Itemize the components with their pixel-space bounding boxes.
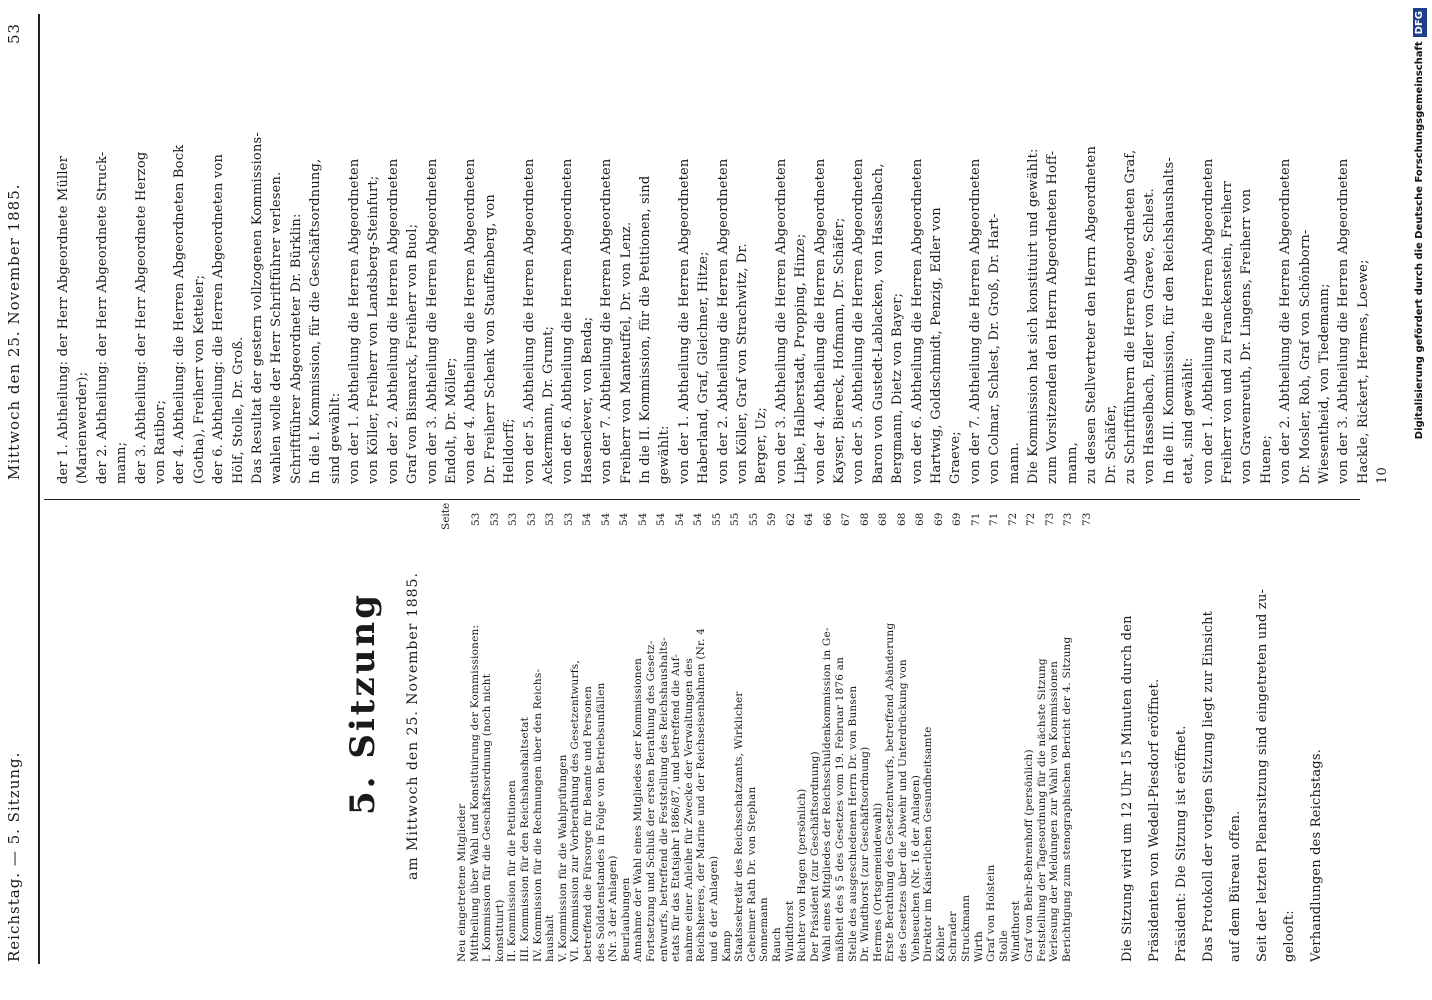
toc-line: mäßheit des § 5 des Gesetzes vom 19. Februar 1876 an: [834, 656, 846, 962]
toc-page-ref: 69: [951, 512, 963, 526]
right-column-line: von der 3. Abtheilung die Herren Abgeordneten: [424, 158, 440, 484]
right-column-line: Endolt, Dr. Möller;: [444, 357, 459, 484]
right-column-line: Hasenclever, von Benda;: [579, 316, 595, 484]
toc-line: nahme einer Anleihe für Zwecke der Verwaltungen des: [682, 657, 695, 962]
right-column-line: In die II. Kommission, für die Petitionen, sind: [638, 175, 653, 484]
toc-line: Richter von Hagen (persönlich): [796, 788, 809, 962]
right-column-line: Die Kommission hat sich konstituirt und gewählt:: [1026, 148, 1041, 484]
toc-line: IV. Kommission für die Rechnungen über den Reichs-: [531, 668, 544, 962]
right-column-line: gewählt:: [657, 425, 673, 484]
right-column-line: von der 4. Abtheilung die Herren Abgeordneten: [463, 158, 479, 484]
toc-page-ref: 53: [488, 512, 501, 526]
right-column-line: Helldorff;: [502, 418, 518, 484]
right-column-line: der 6. Abtheilung: die Herren Abgeordneten von: [211, 153, 227, 484]
proceedings-line: Die Sitzung wird um 12 Uhr 15 Minuten durch den: [1120, 615, 1135, 962]
toc-line: Berichtigung zum stenographischen Bericht der 4. Sitzung: [1060, 636, 1073, 962]
right-column-line: Dr. Schäfer,: [1103, 404, 1119, 484]
credit-text: Digitalisierung gefördert durch die Deutsche Forschungsgemeinschaft: [1414, 41, 1425, 440]
toc-line: Staatssekretär des Reichsschatzamts, Wirklicher: [733, 691, 746, 962]
right-column-line: mann,: [1064, 442, 1080, 484]
right-column-line: Huene;: [1258, 434, 1274, 484]
right-column-line: der 4. Abtheilung: die Herren Abgeordneten Bock: [172, 144, 188, 484]
right-column-line: von der 6. Abtheilung die Herren Abgeordneten: [560, 158, 576, 484]
right-column-line: Bergmann, Dietz von Bayer;: [890, 292, 906, 484]
right-column-line: von der 1. Abtheilung die Herren Abgeordneten: [676, 158, 692, 484]
right-column-line: (Gotha), Freiherr von Ketteler;: [191, 274, 207, 484]
toc-line: Feststellung der Tagesordnung für die nächste Sitzung: [1035, 658, 1048, 962]
toc-line: Wirth: [972, 931, 985, 962]
toc-page-ref: 62: [784, 512, 797, 526]
right-column-line: Kayser, Biereck, Hofmann, Dr. Schäfer;: [832, 217, 847, 484]
toc-page-ref: 73: [1080, 512, 1093, 526]
toc-seite-label: Seite: [440, 502, 452, 530]
toc-page-ref: 68: [877, 512, 889, 526]
right-column-line: mann;: [114, 441, 130, 484]
right-column-line: Wiesentheid, von Tiedemann;: [1317, 283, 1332, 484]
toc-line: Fortsetzung und Schluß der ersten Berathung des Gesetz-: [645, 640, 657, 962]
right-column-line: Freiherr von und zu Franckenstein, Freiherr: [1220, 180, 1235, 484]
right-column-line: In die III. Kommission, für den Reichshaushalts-: [1161, 157, 1177, 484]
toc-line: Schrader: [947, 911, 960, 962]
toc-page-ref: 66: [821, 512, 834, 526]
right-column-line: der 3. Abtheilung: der Herr Abgeordnete Herzog: [133, 151, 149, 484]
right-column-line: Das Resultat der gestern vollzogenen Kommissions-: [250, 132, 265, 484]
right-column-line: von der 2. Abtheilung die Herren Abgeordneten: [1278, 158, 1294, 484]
right-column-line: Hartwig, Goldschmidt, Penzig, Edler von: [929, 207, 944, 484]
toc-page-ref: 54: [692, 512, 704, 526]
right-column-line: wahlen wolle der Herr Schriftführer verlesen.: [269, 171, 285, 484]
toc-line: Erste Berathung des Gesetzentwurfs, betreffend Abänderung: [884, 622, 897, 962]
right-column-line: von der 5. Abtheilung die Herren Abgeordneten: [521, 158, 537, 484]
right-column-line: zu dessen Stellvertreter den Herrn Abgeordneten: [1084, 145, 1100, 484]
toc-line: Geheimer Rath Dr. von Stephan: [745, 786, 758, 962]
toc-page-ref: 54: [599, 512, 612, 526]
toc-line: Reichsheeres, der Marine und der Reichseisenbahnen (Nr. 4: [695, 627, 708, 962]
toc-page-ref: 54: [618, 512, 630, 526]
toc-line: konstituirt): [493, 899, 506, 962]
right-column-line: von der 1. Abtheilung die Herren Abgeordneten: [347, 158, 362, 484]
page-number: 53: [5, 22, 23, 44]
right-column-line: Dr. Mosler, Roh, Graf von Schönborn-: [1297, 229, 1313, 484]
toc-line: Beurlaubungen: [619, 877, 632, 962]
toc-page-ref: 73: [1062, 512, 1074, 526]
toc-line: Struckmann: [960, 894, 972, 962]
toc-page-ref: 64: [803, 512, 815, 526]
toc-line: Windthorst: [1010, 900, 1023, 962]
toc-page-ref: 72: [1025, 512, 1037, 526]
toc-line: Stolle: [997, 930, 1010, 962]
toc-page-ref: 54: [673, 512, 686, 526]
right-column-line: Freiherr von Manteuffel, Dr. von Lenz.: [618, 221, 634, 484]
proceedings-line: auf dem Büreau offen.: [1228, 810, 1243, 962]
right-column-line: von der 2. Abtheilung die Herren Abgeordneten: [715, 158, 731, 484]
header-left: Reichstag. — 5. Sitzung.: [5, 751, 23, 962]
toc-line: Hermes (Ortsgemeindewahl): [871, 802, 884, 962]
toc-line: Wahl eines Mitgliedes der Reichsschuldenkommission in Ge-: [821, 627, 834, 962]
right-column-line: von der 6. Abtheilung die Herren Abgeordneten: [909, 158, 925, 484]
toc-page-ref: 59: [766, 512, 778, 526]
toc-page-ref: 69: [932, 512, 945, 526]
right-column-line: von Ratibor;: [153, 399, 168, 484]
right-column-line: In die I. Kommission, für die Geschäftsordnung,: [308, 158, 324, 484]
toc-page-ref: 54: [636, 512, 649, 526]
toc-page-ref: 53: [544, 512, 556, 526]
digitization-credit: [1408, 0, 1432, 1000]
toc-line: Graf von Holstein: [985, 864, 998, 962]
toc-line: Sonnemann: [758, 897, 771, 962]
toc-line: Windthorst: [783, 900, 796, 962]
right-column-line: Hölf, Stolle, Dr. Groß.: [230, 336, 246, 484]
toc-page-ref: 55: [729, 512, 741, 526]
right-column-line: von der 3. Abtheilung die Herren Abgeordneten: [1336, 158, 1352, 484]
right-column-line: von der 3. Abtheilung die Herren Abgeordneten: [773, 158, 789, 484]
toc-line: haushalt: [544, 914, 557, 962]
toc-line: VI. Kommission zur Vorberathung des Gesetzentwurfs,: [569, 660, 582, 962]
toc-line: Mittheilung über Wahl und Konstituirung der Kommissionen:: [468, 624, 481, 962]
toc-page-ref: 53: [507, 512, 519, 526]
right-column-line: Dr. Freiherr Schenk von Stauffenberg, von: [482, 194, 498, 484]
proceedings-line: Präsident: Die Sitzung ist eröffnet.: [1174, 725, 1189, 962]
right-column-line: Hackle, Rickert, Hermes, Loewe;: [1355, 259, 1371, 484]
toc-line: II. Kommission für die Petitionen: [506, 780, 519, 962]
toc-line: Kamp: [720, 930, 733, 962]
right-column-line: Graf von Bismarck, Freiherr von Buol;: [405, 223, 421, 484]
right-column-line: 10: [1375, 467, 1391, 484]
right-column-line: sind gewählt:: [327, 392, 343, 484]
toc-line: etats für das Etatsjahr 1886/87, und betreffend die Auf-: [670, 653, 683, 962]
toc-line: Der Präsident (zur Geschäftsordnung): [808, 751, 821, 962]
toc-page-ref: 55: [747, 512, 760, 526]
toc-line: Köhler: [934, 925, 947, 962]
toc-line: Graf von Behr-Behrenhoff (persönlich): [1023, 749, 1035, 962]
toc-page-ref: 68: [895, 512, 908, 526]
toc-line: Dr. Windthorst (zur Geschäftsordnung): [859, 746, 872, 962]
right-column-line: etat, sind gewählt:: [1181, 357, 1197, 484]
toc-line: V. Kommission für die Wahlprüfungen: [556, 754, 569, 962]
proceedings-line: Das Protokoll der vorigen Sitzung liegt zur Einsicht: [1201, 610, 1216, 962]
dfg-logo-badge: DFG: [1413, 8, 1427, 37]
right-column-line: von Hasselbach, Edler von Graeve, Schlest.: [1142, 188, 1158, 484]
right-column-line: Schriftführer Abgeordneter Dr. Bürklin:: [288, 213, 304, 484]
toc-line: entwurfs, betreffend die Feststellung des Reichshaushalts-: [657, 637, 670, 962]
toc-page-ref: 54: [655, 512, 667, 526]
right-column-line: von der 2. Abtheilung die Herren Abgeordneten: [385, 158, 401, 484]
right-column-line: von Gravenreuth, Dr. Lingens, Freiherr von: [1239, 188, 1255, 484]
toc-page-ref: 68: [858, 512, 871, 526]
toc-page-ref: 53: [470, 512, 482, 526]
session-title: 5. Sitzung: [343, 591, 383, 815]
toc-page-ref: 71: [969, 512, 982, 526]
toc-line: Annahme der Wahl eines Mitgliedes der Kommissionen: [632, 657, 645, 962]
proceedings-line: Präsidenten von Wedell-Piesdorf eröffnet.: [1147, 678, 1162, 962]
right-column-line: Graeve;: [948, 431, 964, 484]
toc-line: des Gesetzes über die Abwehr und Unterdrückung von: [897, 659, 909, 962]
toc-line: (Nr. 3 der Anlagen): [607, 855, 620, 962]
toc-line: I. Kommission für die Geschäftsordnung (noch nicht: [481, 673, 494, 962]
right-column-line: von der 7. Abtheilung die Herren Abgeordneten: [599, 158, 615, 484]
header-rule: [38, 14, 40, 964]
toc-line: Viehseuchen (Nr. 16 der Anlagen): [909, 774, 922, 962]
right-column-line: mann.: [1006, 442, 1022, 484]
right-column-line: von der 7. Abtheilung die Herren Abgeordneten: [967, 158, 983, 484]
right-column-line: Ackermann, Dr. Grumt;: [541, 325, 556, 484]
toc-page-ref: 67: [840, 512, 852, 526]
toc-line: des Soldatenstandes in Folge von Betriebsunfällen: [594, 682, 607, 962]
toc-line: betreffend die Fürsorge für Beamte und Personen: [582, 685, 594, 962]
proceedings-line: Verhandlungen des Reichstags.: [1309, 748, 1324, 962]
right-column-line: von der 4. Abtheilung die Herren Abgeordneten: [812, 158, 828, 484]
toc-page-ref: 71: [988, 512, 1000, 526]
right-column-line: von der 1. Abtheilung die Herren Abgeordneten: [1200, 158, 1216, 484]
right-column-line: von Colmar, Schlest, Dr. Groß, Dr. Hart-: [987, 213, 1003, 484]
toc-page-ref: 53: [562, 512, 575, 526]
session-subtitle: am Mittwoch den 25. November 1885.: [405, 572, 421, 880]
toc-page-ref: 72: [1006, 512, 1019, 526]
toc-line: Rauch: [771, 927, 783, 962]
toc-page-ref: 73: [1043, 512, 1056, 526]
right-column-line: Lipke, Halberstadt, Propping, Hinze;: [793, 233, 809, 484]
toc-line: und 6 der Anlagen): [708, 855, 720, 962]
right-column-line: von Köller, Freiherr von Landsberg-Steinfurt;: [366, 175, 382, 484]
right-column-line: Haberland, Graf, Gleichner, Hitze;: [696, 251, 712, 484]
right-column-line: Baron von Gustedt-Lablacken, von Hasselbach,: [870, 163, 886, 484]
proceedings-line: gelooft:: [1282, 910, 1297, 962]
right-column-line: von der 5. Abtheilung die Herren Abgeordneten: [851, 158, 867, 484]
right-column-line: zu Schriftführern die Herren Abgeordneten Graf,: [1123, 149, 1138, 484]
header-center: Mittwoch den 25. November 1885.: [5, 183, 23, 480]
proceedings-line: Seit der letzten Plenarsitzung sind eingetreten und zu-: [1255, 588, 1270, 962]
right-column-line: Berger, Uz;: [754, 407, 770, 484]
column-divider: [44, 499, 1360, 500]
right-column-line: von Köller, Graf von Strachwitz, Dr.: [735, 243, 750, 484]
toc-line: Neu eingetretene Mitglieder: [456, 803, 468, 962]
toc-page-ref: 55: [710, 512, 723, 526]
right-column-line: der 1. Abtheilung: der Herr Abgeordnete Müller: [56, 155, 71, 484]
toc-page-ref: 54: [581, 512, 593, 526]
right-column-line: zum Vorsitzenden den Herrn Abgeordneten Hoff-: [1045, 150, 1061, 484]
toc-line: Stelle des ausgeschiedenen Herrn Dr. von Bunsen: [846, 685, 859, 962]
toc-line: Verlesung der Meldungen zur Wahl von Kommissionen: [1048, 660, 1061, 962]
toc-page-ref: 53: [525, 512, 538, 526]
right-column-line: der 2. Abtheilung: der Herr Abgeordnete Struck-: [94, 151, 110, 484]
toc-page-ref: 68: [914, 512, 926, 526]
toc-line: Direktor im Kaiserlichen Gesundheitsamte: [922, 726, 935, 962]
right-column-line: (Marienwerder);: [75, 371, 91, 484]
toc-line: III. Kommission für den Reichshaushaltsetat: [519, 716, 531, 962]
